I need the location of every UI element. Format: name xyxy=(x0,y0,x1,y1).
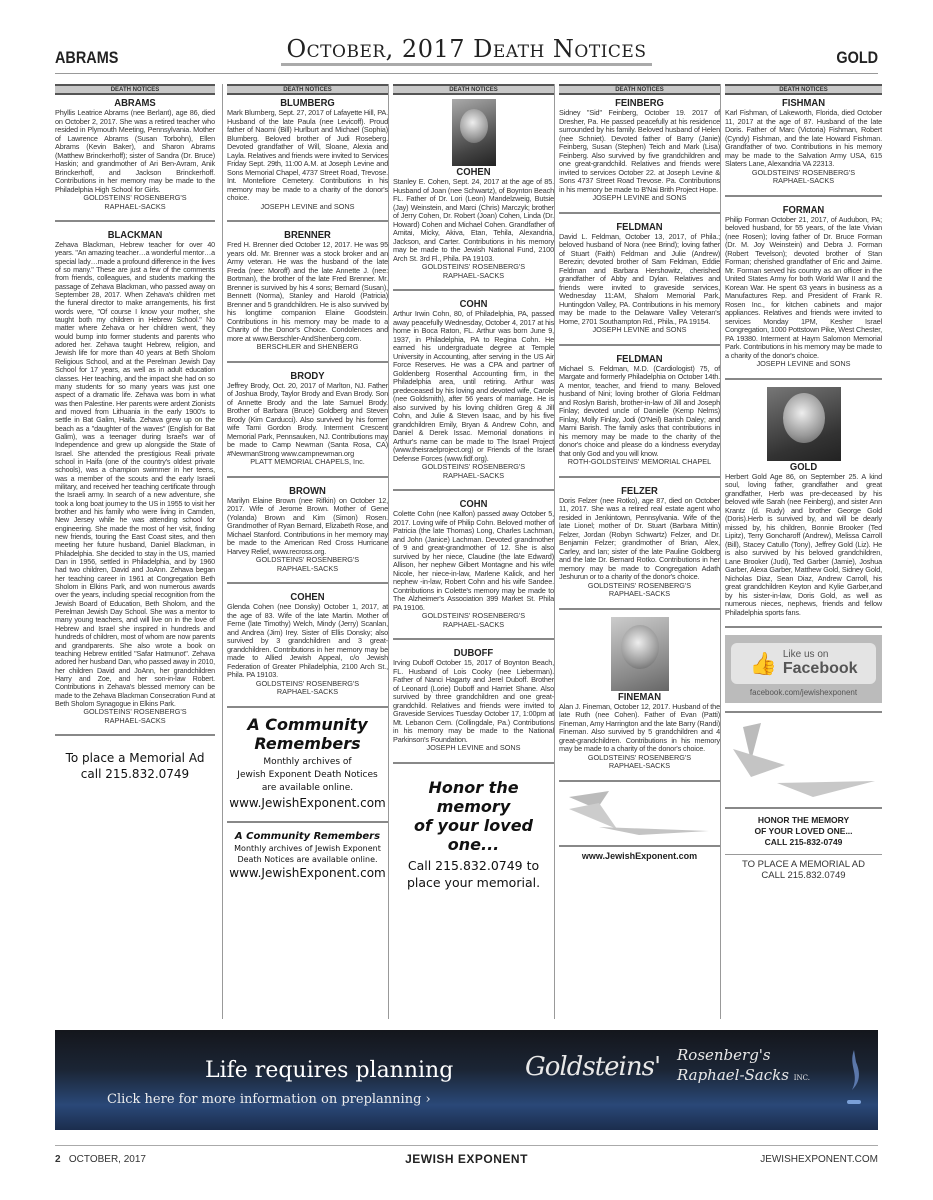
notice-cohn-arthur xyxy=(393,298,554,480)
funeral-home: GOLDSTEINS' ROSENBERG'S xyxy=(83,707,187,717)
notice-name: COHN xyxy=(459,498,488,510)
memorial-ad[interactable] xyxy=(725,859,882,881)
ad-phone: CALL 215.832.0749 xyxy=(761,870,846,881)
star-of-david-icon xyxy=(559,789,720,841)
section-label: DEATH NOTICES xyxy=(725,84,882,95)
funeral-home: RAPHAEL-SACKS xyxy=(442,619,505,629)
notice-name: FELDMAN xyxy=(616,352,663,365)
memorial-ad[interactable] xyxy=(55,750,215,782)
divider xyxy=(227,706,388,708)
thumbs-up-icon: 👍 xyxy=(749,650,777,676)
divider xyxy=(725,807,882,809)
notice-text: Marilyn Elaine Brown (nee Rifkin) on October 12, 2017. Wife of Jerome Brown. Mother of Gene (Yolanda) Brown and Kim (Simon) Rosen. Grandmother of Ryan Bernard, Elizabeth Rose, and Michael Stanford. Contributions in her memory may be made to the American Red Cross Hurricane Harvey Relief, www.recross.org. xyxy=(227,495,388,556)
divider xyxy=(559,212,720,214)
divider xyxy=(725,711,882,713)
divider xyxy=(227,582,388,584)
divider xyxy=(393,289,554,291)
funeral-home: GOLDSTEINS' ROSENBERG'S xyxy=(587,752,692,762)
funeral-home: RAPHAEL-SACKS xyxy=(104,201,166,211)
divider xyxy=(227,476,388,478)
notice-name: GOLD xyxy=(789,460,818,473)
divider xyxy=(559,608,720,610)
funeral-home: GOLDSTEINS' ROSENBERG'S xyxy=(421,462,526,471)
notice-blackman xyxy=(55,229,215,725)
notice-brody xyxy=(227,370,388,467)
star-of-david-icon xyxy=(725,717,882,803)
ad-text: Jewish Exponent Death Notices xyxy=(237,769,378,780)
notice-text: Colette Cohn (nee Kalfon) passed away October 5, 2017. Loving wife of Philip Cohn. Beloved mother of Patricia (the late Thomas) Long, Charles Lachman, and John (Janice) Lachman. Devoted grandmother of 9 and great-grandmother of 12. She is also survived by her niece, Claudine (the late Edward) Allison, her nephew Gilbert Montagne and his wife Nicole, her niece-in-law, Marlene Kalick, and her nephew -in-law, Robert Cohn and his wife Sandee. Contributions in Colette's memory may be made to The Alzheimer's Association 399 Market St. Phila PA 19106. xyxy=(393,509,554,612)
funeral-home: RAPHAEL-SACKS xyxy=(276,563,339,573)
funeral-home: JOSEPH LEVINE and SONS xyxy=(756,359,851,368)
portrait-photo xyxy=(452,99,496,166)
notice-name: DUBOFF xyxy=(453,647,494,659)
honor-memory-ad[interactable] xyxy=(725,815,882,848)
memorial-ad-phone: call 215.832.0749 xyxy=(80,767,190,782)
notice-text: Michael S. Feldman, M.D. (Cardiologist) 75, of Margate and formerly Philadelphia on October 14th. A mentor, teacher, and friend to many. Beloved husband of Nini; loving brother of Gloria Feldman and Roslyn Barish, brother-in-law of Jill and Joseph Finlay; devoted uncle of Danielle (Kemp Nelms) Finlay, Molly Finlay, Jodi (O'Neil) Barish Daley; and Marni Barish. The family asks that contributions in his memory may be made to the charity of the donor's choice and please do a kindness everyday that only God and you will know. xyxy=(559,363,720,458)
notice-feinberg xyxy=(559,97,720,203)
column-2 xyxy=(222,84,388,1019)
notice-text: Herbert Gold Age 86, on September 25. A kind soul, loving father, grandfather and great grandfather, Herb was pre-deceased by his beloved wife Sarah (nee Feinberg), and sister Ann Krantz (d. Rudy) and brother George Gold (Doris).Herb is survived by, and will be dearly missed by, his children, Bonnie Brooker (Ted Lipitz), Terry Goncharoff (Andrew), Melissa Carroll (Bill), Stacey Catullo (Tony), Jeffrey Gold (Liz). He is also survived by his beloved grandchildren, Lane Brooker (Judi), Ted Garber (Jamie), Joshua Garber, Alexa Garber, Matthew Gold, Sidney Gold, Nicholas Diaz, Sean Diaz, Andrew Carroll, his great grandchildren Keyton and Kylie Garber,and by his sister-in-law, Doris Gold, as well as numerous nieces, nephews, friends and fellow Philadelphia sports fans. xyxy=(725,471,882,617)
flame-icon xyxy=(844,1048,864,1112)
divider xyxy=(227,220,388,222)
funeral-home: GOLDSTEINS' ROSENBERG'S xyxy=(421,611,526,620)
notice-text: Karl Fishman, of Lakeworth, Florida, died October 11, 2017 at the age of 87. Husband of the late Doris. Father of Marc (Victoria) Fishman, Robert (Cyndy) Fishman, and the late Howard Fishman. Grandfather of two. Contributions in his memory may be made to the Salvation Army USA, 615 Slaters Lane, Alexandria VA 22313. xyxy=(725,108,882,168)
funeral-home: GOLDSTEINS' ROSENBERG'S xyxy=(255,555,360,564)
ad-phone: CALL 215-832-0749 xyxy=(764,837,843,847)
preplanning-banner-ad[interactable] xyxy=(55,1030,878,1130)
divider xyxy=(725,195,882,197)
divider xyxy=(559,780,720,782)
notice-brown xyxy=(227,485,388,574)
notice-text: Phyllis Leatrice Abrams (nee Berlant), age 86, died on October 2, 2017. She was a retired teacher who resided in Plymouth Meeting, Pennsylvania. Mother of Lawrence Abrams (Susan Torbohn), Ellen Abrams (Kevin Baker), and Sharon Abrams (Matthew Brinckerhoff); sister of Sandra (Dr. Bruce) Haskin; and grandmother of Ari Ben-Avram, Anik Brinckerhoff, and Jackson Brinckerhoff. Contributions in her memory may be made to the Philadelphia High School for Girls. xyxy=(55,108,215,194)
notice-text: Glenda Cohen (nee Donsky) October 1, 2017, at the age of 83. Wife of the late Martin. Mother of Ferne (late Timothy) Welch, Mindy (Jerry) Scanlan, and Andrea (Jim) Irey. Sister of Ellis Donsky; also survived by 3 grandchildren and 3 great-grandchildren. Contributions in her memory may be made to Allied Jewish Appeal, c/o Jewish Federation of Greater Philadelphia, 2100 Arch St., Phila. PA 19103. xyxy=(227,602,388,679)
masthead-last-name: GOLD xyxy=(836,48,878,67)
divider xyxy=(393,489,554,491)
notice-feldman-david xyxy=(559,221,720,335)
ad-text: Death Notices are available online. xyxy=(237,854,378,864)
notice-feldman-michael xyxy=(559,353,720,467)
funeral-home: RAPHAEL-SACKS xyxy=(608,589,671,598)
notice-text: Jeffrey Brody, Oct. 20, 2017 of Marlton, NJ. Father of Joshua Brody, Taylor Brody and Evan Brody. Son of Annette Brody and the late Samuel Brody. Brother of Barbara (Bruce) Goldberg and Steven Brody (Kim Carducci). Also survived by his former wife Tami Gordon Brody. Interment Crescent Memorial Park, Pennsauken, NJ. Contributions may be made to Camp Newman (Santa Rosa, CA) #NewmanStrong www.campnewman.org xyxy=(227,380,388,458)
ad-url-link[interactable]: www.JewishExponent.com xyxy=(229,795,386,810)
funeral-home: PLATT MEMORIAL CHAPELS, Inc. xyxy=(250,457,365,466)
notice-name: BRODY xyxy=(290,369,325,382)
funeral-home-logo: Goldsteins' xyxy=(525,1052,661,1082)
notice-name: BROWN xyxy=(289,484,326,497)
ad-url-link[interactable]: www.JewishExponent.com xyxy=(229,865,386,880)
notice-name: FELZER xyxy=(621,484,658,497)
divider xyxy=(725,626,882,628)
funeral-home: JOSEPH LEVINE and SONS xyxy=(592,325,687,334)
column-5 xyxy=(720,84,882,1019)
notice-brenner xyxy=(227,229,388,352)
facebook-ad[interactable] xyxy=(725,635,882,703)
notice-abrams xyxy=(55,97,215,211)
funeral-home: GOLDSTEINS' ROSENBERG'S xyxy=(83,193,187,202)
masthead xyxy=(55,35,878,74)
notice-text: Irving Duboff October 15, 2017 of Boynton Beach, FL. Husband of Lois Cooky (nee Lieberman). Father of Nanci Hagarty and Jerel Duboff. Brother of Leonard (Lorie) Duboff and Harriet Shane. Also survived by three grandchildren and one great-grandchild. Relatives and friends were invited to Graveside Services Tuesday October 17, 1:00pm at Mt. Lebanon Cem. (Collingdale, Pa.) Contributions in his memory may be made to the National Parkinson's Foundation. xyxy=(393,658,554,744)
funeral-home: GOLDSTEINS' ROSENBERG'S xyxy=(421,262,526,271)
divider xyxy=(393,762,554,764)
publication-name: JEWISH EXPONENT xyxy=(405,1152,528,1166)
column-4 xyxy=(554,84,720,1019)
funeral-home: ROTH-GOLDSTEINS' MEMORIAL CHAPEL xyxy=(567,457,712,466)
notice-text: Arthur Irwin Cohn, 80, of Philadelphia, PA, passed away peacefully Wednesday, October 4, 2017 at his home in Boca Raton, FL. Arthur was born June 9, 1937, in Philadelphia, PA to Regina Cohn. He earned his undergraduate degree at Temple University in Accounting, after serving in the US Air Force Reserves. He was a CPA and partner of Goldenberg Rosenthal Accounting firm, in the Philadelphia area, until retiring. Arthur was predeceased by his loving and devoted wife, Carole (nee Goldsmith), after 56 years of marriage. He is also survived by his loving children Greg & Jill Cohn, and Julie & Steven Isaac, and by his five grandchildren Emily, Bryan & Andrew Cohn, and Daniel & Derek Issac. Memorial donations in Arthur's name can be made to The Israel Project (www.theisraelproject.org) or Friends of the Israel Defense Forces (www.fidf.org). xyxy=(393,309,554,463)
funeral-home: GOLDSTEINS' ROSENBERG'S xyxy=(255,678,360,688)
ad-heading: A Community Remembers xyxy=(247,714,368,753)
divider xyxy=(55,220,215,222)
ad-text: Monthly archives of Jewish Exponent xyxy=(234,843,381,853)
notice-text: Doris Felzer (nee Rotko), age 87, died on October 11, 2017. She was a retired real estate agent who resided in Jenkintown, Pennsylvania. Wife of the late Lionel; mother of Dr. Stuart (Barbara Mittin) Felzer, Jordan (Robyn Schwartz) Felzer, and Dr. Benjamin Felzer; grandmother of Brian, Alex, Carley, and Ian; sister of the late Pauline Goldberg and the late Dr. Bernard Rotko. Contributions in her memory may be made to Congregation Adath Jeshurun or to a charity of the donor's choice. xyxy=(559,495,720,581)
issue-date: OCTOBER, 2017 xyxy=(68,1154,146,1165)
funeral-home: BERSCHLER and SHENBERG xyxy=(256,342,359,351)
divider xyxy=(559,344,720,346)
funeral-home: RAPHAEL-SACKS xyxy=(772,176,835,185)
notice-text: Alan J. Fineman, October 12, 2017. Husband of the late Ruth (nee Cohen). Father of Evan (Patti) Fineman, Amy Harrington and the late Barry (Randi) Fineman. Also survived by 5 grandchildren and 4 great-grandchildren. Contributions in his memory may be made to a charity of the donor's choice. xyxy=(559,701,720,753)
funeral-home-logo: Rosenberg's Raphael-Sacks INC. xyxy=(677,1046,810,1084)
notice-name: COHEN xyxy=(456,166,491,178)
funeral-home: GOLDSTEINS' ROSENBERG'S xyxy=(751,167,856,177)
funeral-home: GOLDSTEINS' ROSENBERG'S xyxy=(587,580,692,590)
divider xyxy=(227,821,388,823)
ad-text: TO PLACE A MEMORIAL AD xyxy=(741,859,865,870)
notice-text: Mark Blumberg, Sept. 27, 2017 of Lafayette Hill, PA. Husband of the late Paula (nee Levicoff). Proud father of Naomi (Bill) Hurlburt and Michael (Sophia) Blumberg. Beloved brother of Judi Roseberg. Devoted grandfather of Will, Sloane, Alexia and Layla. Relatives and friends were invited to Services Friday Sept. 29th, 11:00 A.M. at Joseph Levine and Sons Memorial Chapel, 4737 Street Road, Trevose. Int. Montefiore Cemetery. Contributions in his memory may be made to a charity of the donor's choice. xyxy=(227,108,388,202)
notice-name: FISHMAN xyxy=(781,97,826,109)
divider xyxy=(559,476,720,478)
notice-name: FEINBERG xyxy=(615,97,664,109)
funeral-home: RAPHAEL-SACKS xyxy=(442,270,505,280)
facebook-line2: Facebook xyxy=(782,660,858,677)
portrait-photo xyxy=(767,387,841,461)
notice-name: FINEMAN xyxy=(617,690,662,703)
banner-headline: Life requires planning xyxy=(205,1058,454,1083)
notice-fishman xyxy=(725,97,882,186)
ad-text: OF YOUR LOVED ONE... xyxy=(754,826,853,836)
notice-cohen-stanley xyxy=(393,99,554,280)
ad-heading: of your loved one... xyxy=(413,815,533,854)
notice-name: FELDMAN xyxy=(616,220,663,233)
notice-cohen-glenda xyxy=(227,591,388,697)
notice-text: Sidney "Sid" Feinberg, October 19. 2017 of Dresher, Pa. He passed peacefully at his residence surrounded by his family. Beloved husband of Helen (nee Schniet). Devoted father of Barry (Janie) Feinberg, Susan (Stephen) Teich and Mark (Lisa) Feinberg. Also survived by five grandchildren and one great-grandchild. Relatives and friends were invited to services October 22. at Joseph Levine & Sons 4737 Street Road Trevose. Pa. Contributions in his memory be made to B'Nai Brith Project Hope. xyxy=(559,108,720,194)
facebook-url-link[interactable]: facebook.com/jewishexponent xyxy=(749,688,858,697)
notice-name: BLACKMAN xyxy=(107,229,163,241)
page-title: October, 2017 Death Notices xyxy=(55,35,878,63)
notice-blumberg xyxy=(227,97,388,211)
funeral-home: RAPHAEL-SACKS xyxy=(442,470,505,480)
community-remembers-ad-small[interactable] xyxy=(227,830,388,882)
notice-forman xyxy=(725,204,882,369)
notice-name: COHN xyxy=(459,298,488,310)
divider xyxy=(559,845,720,847)
notice-name: BRENNER xyxy=(284,229,331,241)
funeral-home: JOSEPH LEVINE and SONS xyxy=(592,193,687,202)
facebook-line1: Like us on xyxy=(782,649,829,660)
section-label: DEATH NOTICES xyxy=(393,84,554,95)
ad-heading: A Community Remembers xyxy=(234,830,381,842)
section-label: DEATH NOTICES xyxy=(227,84,388,95)
column-1 xyxy=(55,84,215,944)
notice-gold xyxy=(725,387,882,618)
memorial-ad-line: To place a Memorial Ad xyxy=(65,751,205,766)
divider xyxy=(227,361,388,363)
notice-cohn-colette xyxy=(393,498,554,629)
notice-name: COHEN xyxy=(290,591,325,603)
notice-name: ABRAMS xyxy=(114,97,156,109)
website-link[interactable]: JEWISHEXPONENT.COM xyxy=(760,1154,878,1165)
funeral-home: RAPHAEL-SACKS xyxy=(104,715,166,725)
divider xyxy=(393,638,554,640)
funeral-home: RAPHAEL-SACKS xyxy=(276,687,339,696)
notice-text: Zehava Blackman, Hebrew teacher for over 40 years. "An amazing teacher…a wonderful mentor…a special lady…made a profound difference in the lives of so many." These are just a few of the comments from friends, colleagues, and students marking the passage of Zehava Blackman, who passed away on September 28, 2017. When Zehava's children met the funeral director to make arrangements, his first words were, "Of course I know your mother, she taught both my children in Hebrew School." No matter where Zehava or her children went, they would bump into former students and parents who adored her. Zehava taught Hebrew, religion, and Jewish life for more than 40 years at Beth Sholom Religious School, and at the Perelman Jewish Day School for 17 years, as well as in adult education classes. Her teaching, and the impact she had on so many students for so many years was just one aspect of a dramatic life. Zehava was born in what was then Palestine. Her parents were ardent Zionists and moved from Lithuania in the early 1900's to settle in Bat Galim, Haifa. Zehava grew up on the beach as a "daughter of the waves" (English for Bat Galim), was a teenager during Israel's war of Independence and grew up alongside the State of Israel. She attended the prestigious Reali private school in Haifa (one of the country's oldest private schools), was a champion swimmer in her teens, was a member of the scouts and the early Israeli military, and received her teaching certificate through the Israeli army. In search of a new adventure, she took a long boat journey to the US in 1955 to visit her brother and his family who were living in Camden, New Jersey while he was attending school for engineering. She made the most of her visit, finding new friends, touring the East Coast sites, and then meeting her future husband, Daniel Blackman, in Philadelphia. She decided to stay in the US, married Dan in 1956, settled in Philadelphia, and by 1960 had two children, David and JoAnn. Zehava began her teaching career in 1961 at Congregation Beth Sholom in Elkins Park, and won numerous awards over the years, including special recognition from the Jewish Board of Education, Beth Sholom, and the Perelman Jewish Day School. She was a mentor to many young teachers, and will live on in the love of Hebrew and Israel she inspired in hundreds and hundreds of children, most of whom are now parents and grandparents. She also wrote a book on teaching Hebrew entitled "Safar Hatmunot". Zehava adored her husband Dan, who passed away in 2010, her children David and JoAnn, her grandchildren Harry and Zoe, and her son-in-law Robert. Contributions in Zehava's blessed memory can be made to the Zehava Blackman Consecration Fund at Beth Sholom Synagogue in Elkins Park. xyxy=(55,241,215,708)
funeral-home: JOSEPH LEVINE and SONS xyxy=(426,743,521,752)
notice-text: Philip Forman October 21, 2017, of Audubon, PA; beloved husband, for 55 years, of the late Vivian (nee Rosen); loving father of Dr. Bruce Forman (Dr. M. Joy Weinstein) and Debra J. Forman (Robert Tevelson); devoted brother of Stan Forman; cherished grandfather of Eric and Jaime. Mr. Forman served his country as an officer in the United States Army for both World War II and the Korean War. He spent 63 years in business as a Manufactures Rep. and President of Frank R. Rosen Inc., for kitchen cabinets and major appliances. Relatives and friends were invited to services Monday 1PM, Kesher Israel Congregation, 1000 Pottstown Pike, West Chester, PA 19380. Interment at Haym Salomon Memorial Park. Contributions in his memory may be made to a charity of the donor's choice. xyxy=(725,214,882,360)
ad-text: Monthly archives of xyxy=(263,756,352,767)
notice-fineman xyxy=(559,617,720,771)
page-footer xyxy=(55,1145,878,1165)
funeral-home: RAPHAEL-SACKS xyxy=(608,761,671,770)
notice-name: FORMAN xyxy=(782,203,825,216)
ad-text: HONOR THE MEMORY xyxy=(757,815,850,825)
community-remembers-ad[interactable] xyxy=(227,715,388,812)
banner-link[interactable]: Click here for more information on preplanning › xyxy=(107,1092,431,1107)
honor-memory-ad[interactable] xyxy=(393,778,554,891)
ad-text: Call 215.832.0749 to xyxy=(407,857,540,873)
divider xyxy=(55,734,215,736)
ad-text: are available online. xyxy=(261,782,354,793)
page-number: 2 xyxy=(55,1154,61,1165)
section-label: DEATH NOTICES xyxy=(55,84,215,95)
website-link[interactable]: www.JewishExponent.com xyxy=(581,850,698,861)
ad-text: place your memorial. xyxy=(406,874,541,890)
notice-name: BLUMBERG xyxy=(280,97,335,109)
notice-text: Fred H. Brenner died October 12, 2017. He was 95 years old. Mr. Brenner was a stock broker and an Army veteran. He was the husband of the late Freda (nee: Moroff) and the late Annette J. (nee: Bortman), the brother of the late Fred Brenner. Mr. Brenner is survived by his 4 sons; Bernard (Susan), Bennett (Norma), Stanley and Harold (Patricia) Brenner and 5 grandchildren. He is also survived by his longtime companion Elaine Goodstein. Contributions in his memory may be made to a Charity of the Donor's Choice. Condolences and more at www.Berschler-AndShenberg.com. xyxy=(227,240,388,343)
divider xyxy=(725,378,882,380)
notice-text: David L. Feldman, October 13, 2017, of Phila.; beloved husband of Nora (nee Brind); loving father of Stuart (Faith) Feldman and Julie (Andrew) Berezin; devoted brother of Sam Feldman, Eddie Feldman and Barbara Hershowitz, cherished grandfather of Abby and Dylan. Relatives and friends were invited to graveside services, Wednesday 11:AM, Shalom Memorial Park, Huntingdon Valley, PA. Contributions in his memory may be made to the Delaware Valley Veteran's Home, 2701 Southampton Rd., Phila., PA 19154. xyxy=(559,231,720,326)
section-label: DEATH NOTICES xyxy=(559,84,720,95)
ad-heading: Honor the memory xyxy=(428,777,519,816)
masthead-first-name: ABRAMS xyxy=(55,48,119,67)
funeral-home: JOSEPH LEVINE and SONS xyxy=(260,201,355,211)
portrait-photo xyxy=(611,617,669,691)
notice-duboff xyxy=(393,647,554,753)
notice-text: Stanley E. Cohen, Sept. 24, 2017 at the age of 85. Husband of Joan (nee Schwartz), of Boynton Beach FL. Father of Dr. Lori (Leon) Mandelzweig, Butsie (Jay) Weinstein, and Marci (Chris) Marczyk; brother of Jerry Cohen, Dr. Robert (Joan) Cohen, Linda (Dr. Howard) Cohen and Michael Cohen. Grandfather of Amitai, Micky, Akiva, Etan, Tehila, Alexandria, Jackson, and Carter. Contributions in his memory may be made to the Jewish National Fund, 2100 Arch St. 3rd Fl., Phila. PA 19103. xyxy=(393,177,554,263)
notice-felzer xyxy=(559,485,720,599)
column-3 xyxy=(388,84,554,1019)
